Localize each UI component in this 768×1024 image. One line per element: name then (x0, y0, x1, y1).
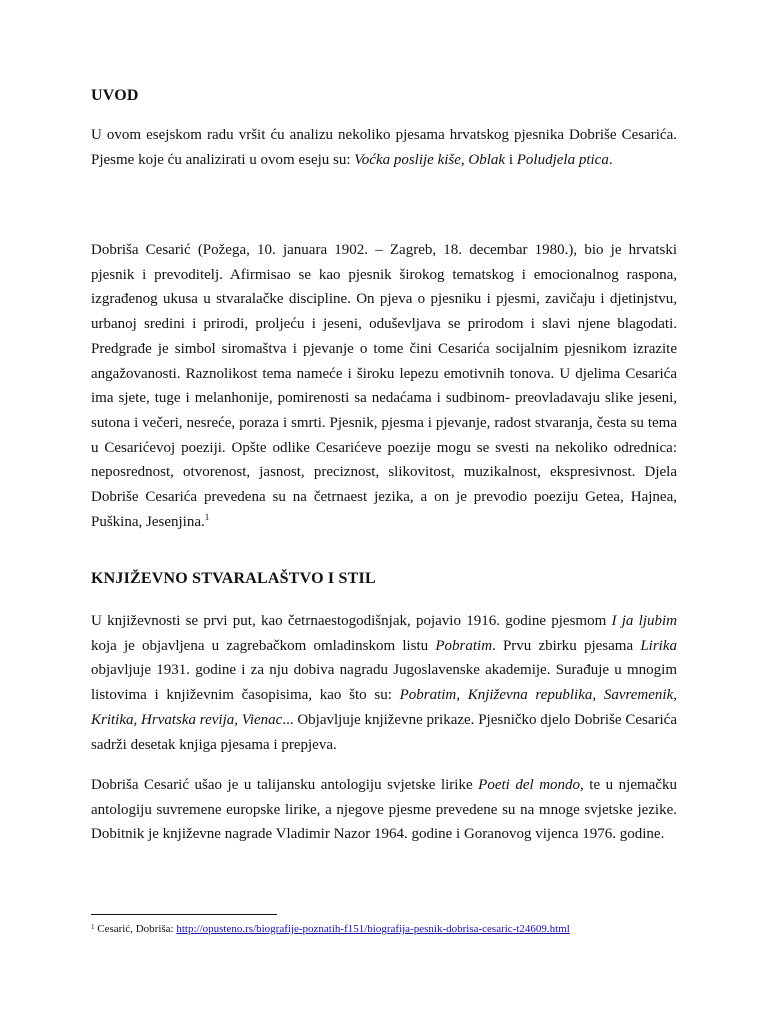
style-p4-t2: , te u njemačku antologiju suvremene europske lirike, a njegove pjesme prevedene su na mnoge svjetske jezike. Dobitnik je književne nagrade Vladimir Nazor 1964. godine i Goranovog vijenca 1976. godine. (91, 777, 677, 843)
style-p3-t2: koja je objavljena u zagrebačkom omladinskom listu (91, 637, 436, 654)
style-paragraph-2 (91, 773, 677, 847)
poem-title-oblak: Oblak (468, 151, 506, 168)
intro-p1-sep2: i (505, 151, 517, 168)
footnote-link[interactable]: http://opusteno.rs/biografije-poznatih-f151/biografija-pesnik-dobrisa-cesaric-t24609.html (176, 923, 570, 935)
style-p3-t3: . Prvu zbirku pjesama (492, 637, 641, 654)
footnote (91, 922, 691, 936)
footnote-reference[interactable]: 1 (204, 511, 210, 522)
intro-p1-sep1: , (460, 151, 469, 168)
footnote-text: Cesarić, Dobriša: (94, 923, 177, 935)
journal-list: Pobratim, Književna republika, Savremenik, Kritika, Hrvatska revija, Vienac (91, 687, 677, 728)
intro-p2-text: Dobriša Cesarić (Požega, 10. januara 1902. – Zagreb, 18. decembar 1980.), bio je hrvatski pjesnik i prevoditelj. Afirmisao se kao pjesnik širokog tematskog i emocionalnog raspona, izgrađenog ukusa u stvaralačke discipline. On pjeva o pjesniku i pjesmi, zavičaju i djetinjstvu, urbanoj sredini i prirodi, proljeću i jeseni, oduševljava se prirodom i slavi njene blagodati. Predgrađe je simbol siromaštva i pjevanje o tome čini Cesarića socijalnim pjesnikom izrazite angažovanosti. Raznolikost tema nameće i široku lepezu emotivnih tonova. U djelima Cesarića ima sjete, tuge i melanhonije, pomirenosti sa nedaćama i sudbinom- preovladavaju slike jeseni, sutona i večeri, nesreće, poraza i smrti. Pjesnik, pjesma i pjevanje, radost stvaranja, česta su tema u Cesarićevoj poeziji. Opšte odlike Cesarićeve poezije mogu se svesti na nekoliko odrednica: neposrednost, otvorenost, jasnost, preciznost, slikovitost, muzikalnost, ekspresivnost. Djela Dobriše Cesarića prevedena su na četrnaest jezika, a on je prevodio poeziju Getea, Hajnea, Puškina, Jesenjina. (91, 242, 677, 530)
style-paragraph-1 (91, 609, 677, 757)
journal-pobratim: Pobratim (435, 637, 493, 654)
poem-title-poludjela-ptica: Poludjela ptica (516, 151, 609, 168)
poem-title-i-ja-ljubim: I ja ljubim (611, 613, 677, 629)
heading-uvod: UVOD (91, 87, 139, 104)
style-p4-t1: Dobriša Cesarić ušao je u talijansku antologiju svjetske lirike (91, 777, 479, 793)
poem-title-vocka: Voćka poslije kiše (354, 151, 461, 168)
style-p3-t1: U književnosti se prvi put, kao četrnaestogodišnjak, pojavio 1916. godine pjesmom (91, 613, 612, 629)
footnote-separator (91, 914, 277, 915)
heading-stvaralastvo: KNJIŽEVNO STVARALAŠTVO I STIL (91, 570, 376, 587)
anthology-poeti-del-mondo: Poeti del mondo (478, 777, 581, 793)
intro-paragraph-1 (91, 123, 677, 172)
style-p3-t4: objavljuje 1931. godine i za nju dobiva nagradu Jugoslavenske akademije. Surađuje u mnogim listovima i književnim časopisima, kao što su: (91, 662, 677, 704)
style-p3-t5: ... Objavljuje književne prikaze. Pjesničko djelo Dobriše Cesarića sadrži desetak knjiga pjesama i prepjeva. (91, 711, 677, 753)
intro-p1-text: U ovom esejskom radu vršit ću analizu nekoliko pjesama hrvatskog pjesnika Dobriše Cesarića. Pjesme koje ću analizirati u ovom eseju su: (91, 127, 677, 168)
footnote-number: 1 (91, 923, 95, 931)
collection-lirika: Lirika (640, 637, 677, 654)
intro-paragraph-2 (91, 238, 677, 534)
intro-p1-end: . (608, 151, 613, 168)
